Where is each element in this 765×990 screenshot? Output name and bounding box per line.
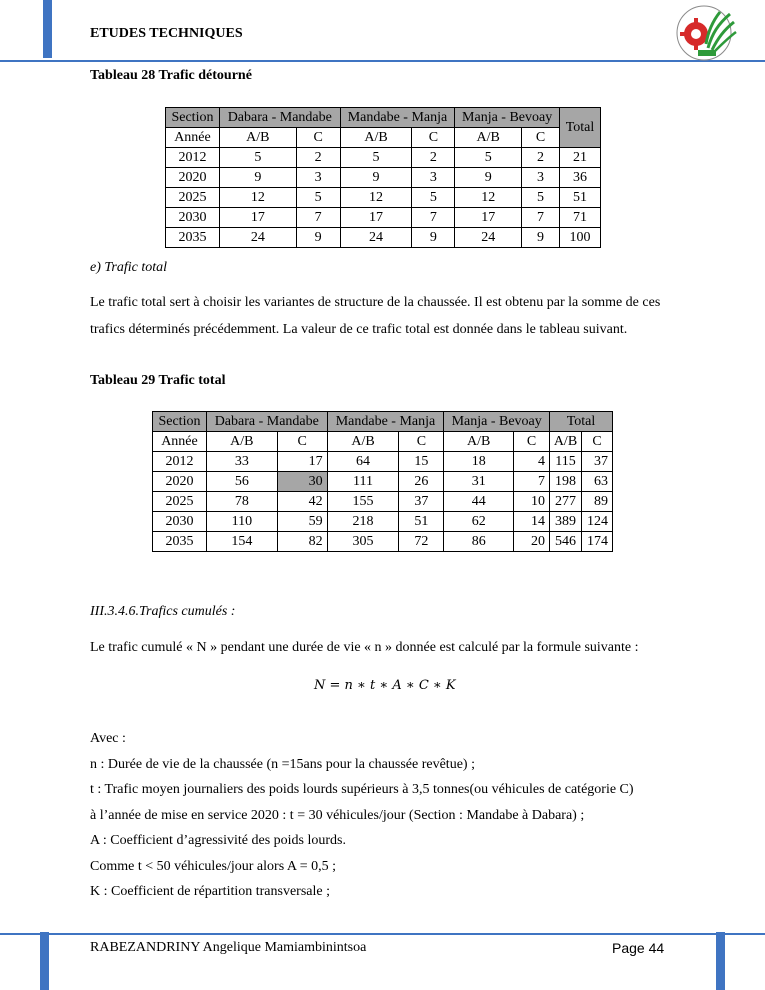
section-cumul-intro: Le trafic cumulé « N » pendant une durée de vie « n » donnée est calculé par la formule suivante : [90, 640, 639, 655]
table-cell: 111 [327, 472, 399, 492]
university-logo-icon [668, 4, 742, 62]
table29-header-total: Total [550, 412, 613, 432]
table-cell: 17 [219, 208, 296, 228]
table-row [153, 532, 613, 552]
header-title: ETUDES TECHNIQUES [90, 26, 243, 41]
table-cell: 24 [219, 228, 296, 248]
table-cell: 15 [399, 452, 444, 472]
table-cell: 62 [444, 512, 514, 532]
table-cell: 51 [399, 512, 444, 532]
table29-subheader: C [514, 432, 550, 452]
table-cell: 64 [327, 452, 399, 472]
table28-header-total: Total [559, 108, 600, 148]
table-cell: 10 [514, 492, 550, 512]
footer-left-bar [40, 932, 49, 990]
table-cell: 12 [455, 188, 522, 208]
definition-item: Comme t < 50 véhicules/jour alors A = 0,5 ; [90, 859, 336, 874]
table29-subheader: C [277, 432, 327, 452]
table-cell: 5 [219, 148, 296, 168]
table28-subheader: A/B [340, 128, 412, 148]
table-cell: 110 [206, 512, 277, 532]
table-cell: 33 [206, 452, 277, 472]
table-cell: 31 [444, 472, 514, 492]
section-e-paragraph: Le trafic total sert à choisir les variantes de structure de la chaussée. Il est obtenu par la somme de ces trafics déterminés précédemment. La valeur de ce trafic total est donnée dans le tableau suivant. [90, 295, 661, 337]
table-cell: 9 [455, 168, 522, 188]
table-cell: 37 [399, 492, 444, 512]
table-cell: 24 [455, 228, 522, 248]
header-left-bar [43, 0, 52, 58]
definition-item: t : Trafic moyen journaliers des poids lourds supérieurs à 3,5 tonnes(ou véhicules de catégorie C) [90, 782, 634, 797]
table28-header-dabara-mandabe: Dabara - Mandabe [219, 108, 340, 128]
avec-label: Avec : [90, 731, 126, 746]
table-cell: 63 [581, 472, 612, 492]
table-cell: 2025 [153, 492, 207, 512]
table-cell: 24 [340, 228, 412, 248]
footer-right-bar [716, 932, 725, 990]
formula: N = n ∗ t ∗ A ∗ C ∗ K [314, 678, 456, 693]
table-cell: 2025 [166, 188, 220, 208]
table-row [153, 512, 613, 532]
table29-subheader: C [399, 432, 444, 452]
table-cell: 56 [206, 472, 277, 492]
table29-subheader: A/B [444, 432, 514, 452]
definition-item: A : Coefficient d’agressivité des poids lourds. [90, 833, 346, 848]
table-cell: 305 [327, 532, 399, 552]
table-cell: 44 [444, 492, 514, 512]
table-cell: 218 [327, 512, 399, 532]
table-row [153, 492, 613, 512]
table-cell: 36 [559, 168, 600, 188]
table28-subheader: A/B [219, 128, 296, 148]
table-cell: 124 [581, 512, 612, 532]
table-cell: 9 [296, 228, 340, 248]
header-rule [0, 60, 765, 62]
table-cell: 7 [412, 208, 455, 228]
table-cell: 2012 [166, 148, 220, 168]
table28 [165, 107, 601, 248]
table-cell: 17 [455, 208, 522, 228]
table-cell: 5 [455, 148, 522, 168]
table29-subheader: A/B [206, 432, 277, 452]
table28-header-manja-bevoay: Manja - Bevoay [455, 108, 560, 128]
section-cumul-heading: III.3.4.6.Trafics cumulés : [90, 604, 236, 619]
table-row [153, 452, 613, 472]
table-cell: 4 [514, 452, 550, 472]
table29-subheader: C [581, 432, 612, 452]
table-cell: 7 [522, 208, 560, 228]
table-cell: 9 [522, 228, 560, 248]
table-row [153, 472, 613, 492]
table28-subheader: Année [166, 128, 220, 148]
table-cell: 2012 [153, 452, 207, 472]
table29 [152, 411, 613, 552]
table29-subheader: A/B [327, 432, 399, 452]
table-cell: 86 [444, 532, 514, 552]
table-cell: 12 [340, 188, 412, 208]
table-cell: 59 [277, 512, 327, 532]
table-cell: 20 [514, 532, 550, 552]
table-cell: 17 [340, 208, 412, 228]
table28-subheader: A/B [455, 128, 522, 148]
table-cell: 89 [581, 492, 612, 512]
table-row [166, 208, 601, 228]
table-cell: 7 [296, 208, 340, 228]
table-cell: 2020 [166, 168, 220, 188]
table-cell: 546 [550, 532, 582, 552]
table-cell: 9 [412, 228, 455, 248]
table-row [166, 228, 601, 248]
table-cell: 14 [514, 512, 550, 532]
table-cell: 9 [219, 168, 296, 188]
table-row [166, 168, 601, 188]
table-cell: 277 [550, 492, 582, 512]
table29-header-dabara-mandabe: Dabara - Mandabe [206, 412, 327, 432]
table-cell: 26 [399, 472, 444, 492]
table-row [166, 188, 601, 208]
section-e-heading: e) Trafic total [90, 260, 167, 275]
definition-item: n : Durée de vie de la chaussée (n =15ans pour la chaussée revêtue) ; [90, 757, 475, 772]
table29-caption: Tableau 29 Trafic total [90, 373, 226, 388]
table-cell: 154 [206, 532, 277, 552]
page-number: Page 44 [612, 940, 665, 956]
table28-caption: Tableau 28 Trafic détourné [90, 68, 252, 83]
table-cell: 5 [412, 188, 455, 208]
definition-item: à l’année de mise en service 2020 : t = 30 véhicules/jour (Section : Mandabe à Dabara) ; [90, 808, 585, 823]
table-cell: 3 [522, 168, 560, 188]
table-cell: 2030 [166, 208, 220, 228]
table-cell: 198 [550, 472, 582, 492]
table-cell: 155 [327, 492, 399, 512]
table-cell: 78 [206, 492, 277, 512]
table-cell: 42 [277, 492, 327, 512]
table-cell: 5 [522, 188, 560, 208]
table-cell: 115 [550, 452, 582, 472]
table-cell: 72 [399, 532, 444, 552]
table-cell: 71 [559, 208, 600, 228]
table28-subheader: C [412, 128, 455, 148]
table28-subheader: C [522, 128, 560, 148]
footer-author: RABEZANDRINY Angelique Mamiambinintsoa [90, 940, 367, 955]
table-cell: 2035 [166, 228, 220, 248]
table29-header-mandabe-manja: Mandabe - Manja [327, 412, 444, 432]
table-cell: 82 [277, 532, 327, 552]
table-cell: 17 [277, 452, 327, 472]
table-cell: 3 [412, 168, 455, 188]
table28-subheader: C [296, 128, 340, 148]
table-cell: 2 [296, 148, 340, 168]
table-cell: 12 [219, 188, 296, 208]
table-cell: 2020 [153, 472, 207, 492]
table29-subheader: Année [153, 432, 207, 452]
table28-header-mandabe-manja: Mandabe - Manja [340, 108, 455, 128]
table-cell-highlighted: 30 [277, 472, 327, 492]
table-cell: 389 [550, 512, 582, 532]
table-cell: 18 [444, 452, 514, 472]
table-cell: 5 [296, 188, 340, 208]
table-row [166, 148, 601, 168]
table29-subheader: A/B [550, 432, 582, 452]
footer-rule [0, 933, 765, 935]
table-cell: 37 [581, 452, 612, 472]
table-cell: 51 [559, 188, 600, 208]
table-cell: 2 [412, 148, 455, 168]
table-cell: 174 [581, 532, 612, 552]
definition-item: K : Coefficient de répartition transversale ; [90, 884, 330, 899]
table-cell: 2 [522, 148, 560, 168]
table-cell: 2030 [153, 512, 207, 532]
table29-header-section: Section [153, 412, 207, 432]
table-cell: 21 [559, 148, 600, 168]
table-cell: 3 [296, 168, 340, 188]
table-cell: 5 [340, 148, 412, 168]
table-cell: 9 [340, 168, 412, 188]
table-cell: 2035 [153, 532, 207, 552]
table28-header-section: Section [166, 108, 220, 128]
table-cell: 7 [514, 472, 550, 492]
table29-header-manja-bevoay: Manja - Bevoay [444, 412, 550, 432]
table-cell: 100 [559, 228, 600, 248]
